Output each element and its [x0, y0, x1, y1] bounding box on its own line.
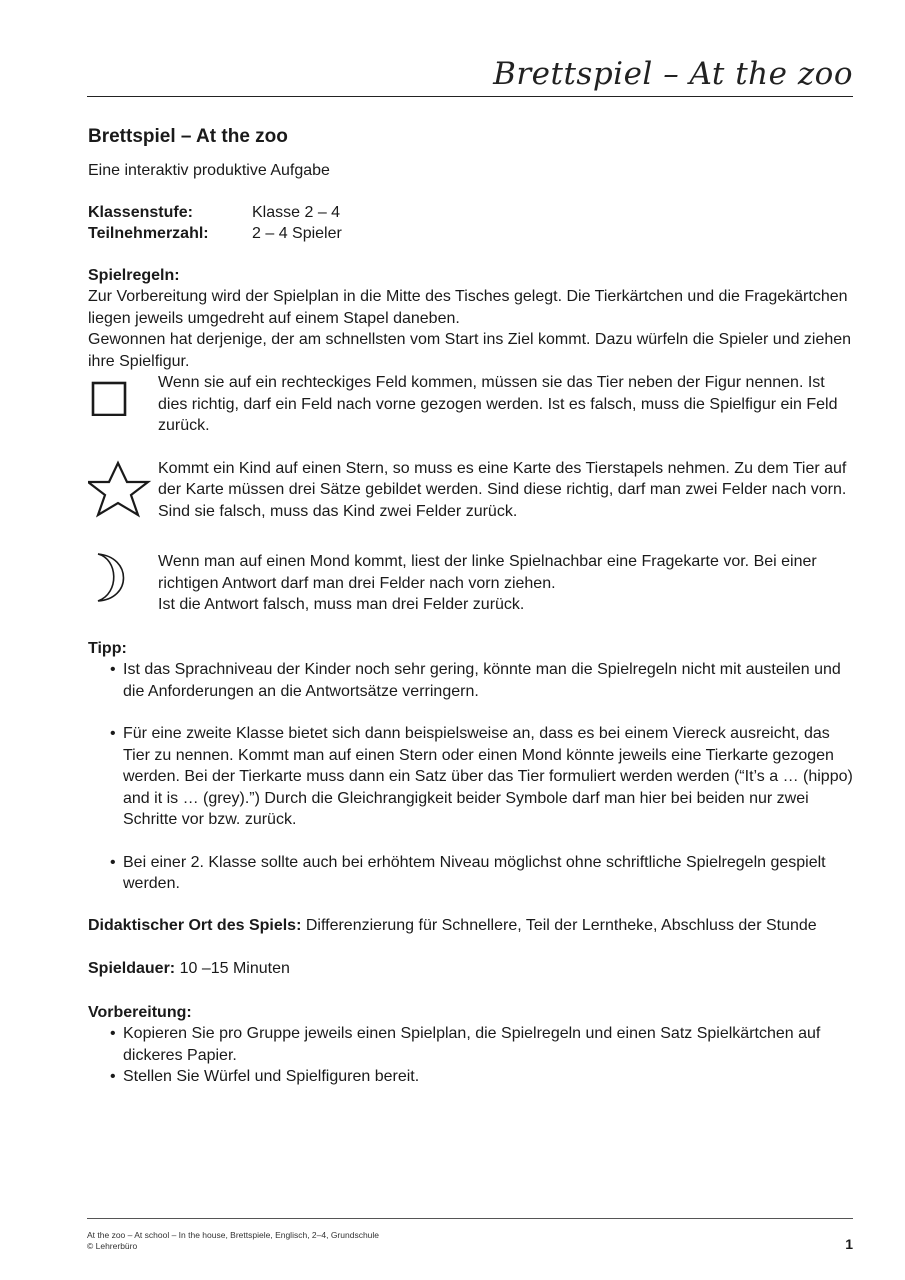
rule-star-text: Kommt ein Kind auf einen Stern, so muss es eine Karte des Tierstapels nehmen. Zu dem Tier auf der Karte müssen drei Sätze gebildet werden. Sind diese richtig, darf man zwei Felder nach vorn. Sind sie falsch, muss das Kind zwei Felder zurück. [158, 459, 847, 520]
page-header-title: Brettspiel – At the zoo [493, 56, 853, 92]
list-item [110, 659, 858, 702]
header-divider [87, 96, 853, 97]
info-value-players: 2 – 4 Spieler [252, 225, 342, 242]
tip-text-1: Ist das Sprachniveau der Kinder noch sehr gering, könnte man die Spielregeln nicht mit austeilen und die Anforderungen an die Antwortsätze verringern. [123, 661, 841, 700]
footer-source: At the zoo – At school – In the house, Brettspiele, Englisch, 2–4, Grundschule [87, 1230, 380, 1240]
star-icon [88, 458, 158, 531]
document-body [88, 124, 858, 1088]
list-item [110, 1023, 858, 1066]
list-item [110, 1066, 858, 1088]
document-subtitle: Eine interaktiv produktive Aufgabe [88, 162, 330, 179]
didactic-value: Differenzierung für Schnellere, Teil der Lerntheke, Abschluss der Stunde [301, 916, 817, 934]
bullet-icon: • [110, 1068, 116, 1085]
rule-moon-text-2: Ist die Antwort falsch, muss man drei Felder zurück. [158, 596, 525, 613]
bullet-icon: • [110, 725, 116, 742]
footer-copyright: © Lehrerbüro [87, 1241, 138, 1251]
duration-value: 10 –15 Minuten [175, 960, 290, 977]
footer-credits [87, 1230, 379, 1252]
rule-square-text: Wenn sie auf ein rechteckiges Feld kommen, müssen sie das Tier neben der Figur nennen. Ist dies richtig, darf ein Feld nach vorne gezogen werden. Ist es falsch, muss die Spielfigur ein Feld zurück. [158, 374, 838, 434]
info-row-grade [88, 202, 858, 224]
bullet-icon: • [110, 1025, 116, 1042]
duration-label: Spieldauer: [88, 960, 176, 977]
footer-divider [87, 1218, 853, 1219]
tips-list [88, 659, 858, 895]
info-value-grade: Klasse 2 – 4 [252, 203, 341, 221]
rule-star [88, 458, 858, 531]
bullet-icon: • [110, 853, 116, 871]
bullet-icon: • [110, 661, 116, 678]
preparation-list [88, 1023, 858, 1088]
rule-moon-text [158, 551, 858, 616]
tips-heading: Tipp: [88, 639, 127, 657]
page-number: 1 [845, 1236, 853, 1252]
preparation-text-1: Kopieren Sie pro Gruppe jeweils einen Spielplan, die Spielregeln und einen Satz Spielkärtchen auf dickeres Papier. [123, 1025, 821, 1064]
rules-intro-goal: Gewonnen hat derjenige, der am schnellsten vom Start ins Ziel kommt. Dazu würfeln die Spieler und ziehen ihre Spielfigur. [88, 331, 852, 370]
list-item [110, 852, 858, 895]
tip-text-2: Für eine zweite Klasse bietet sich dann beispielsweise an, dass es bei einem Viereck ausreicht, das Tier zu nennen. Kommt man auf einen Stern oder einen Mond könnte jeweils eine Tierkarte gezogen werden. Bei der Tierkarte muss dann ein Satz über das Tier formuliert werden werden (“It’s a … (hippo) and it is … (grey).”) Durch die Gleichrangigkeit beider Symbole darf man hier bei beiden nur zwei Schritte vor bzw. zurück. [123, 725, 853, 828]
tip-text-3: Bei einer 2. Klasse sollte auch bei erhöhtem Niveau möglichst ohne schriftliche Spielregeln gespielt werden. [123, 853, 826, 892]
rule-moon [88, 551, 858, 616]
didactic-line [88, 915, 858, 937]
rules-intro-preparation: Zur Vorbereitung wird der Spielplan in die Mitte des Tisches gelegt. Die Tierkärtchen und die Fragekärtchen liegen jeweils umgedreht auf einem Stapel daneben. [88, 288, 848, 327]
rule-square [88, 372, 858, 437]
preparation-heading: Vorbereitung: [88, 1003, 192, 1021]
info-row-players [88, 223, 858, 245]
duration-line [88, 958, 858, 980]
info-key-players: Teilnehmerzahl: [88, 225, 209, 242]
list-item [110, 723, 858, 831]
document-title: Brettspiel – At the zoo [88, 126, 288, 147]
preparation-text-2: Stellen Sie Würfel und Spielfiguren bereit. [123, 1068, 420, 1085]
rules-heading: Spielregeln: [88, 266, 180, 284]
moon-icon [88, 551, 158, 610]
info-key-grade: Klassenstufe: [88, 203, 193, 221]
rule-moon-text-1: Wenn man auf einen Mond kommt, liest der linke Spielnachbar eine Fragekarte vor. Bei einer richtigen Antwort darf man drei Felder nach vorn ziehen. [158, 553, 817, 592]
didactic-label: Didaktischer Ort des Spiels: [88, 916, 302, 934]
square-icon [88, 372, 158, 423]
